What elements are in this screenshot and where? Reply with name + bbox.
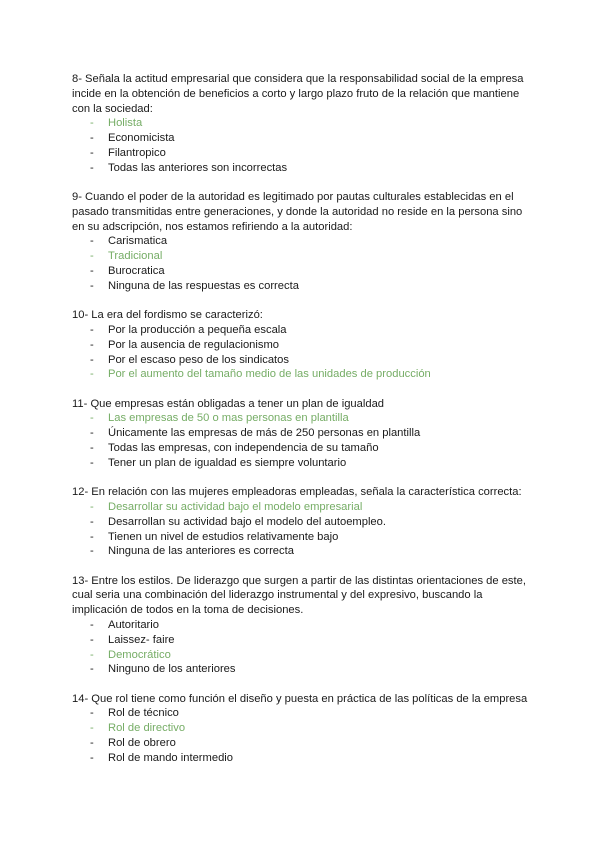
dash-bullet: - [90, 619, 94, 631]
answer-option-text: Tradicional [108, 250, 163, 263]
dash-bullet: - [90, 442, 94, 455]
answer-option [90, 706, 530, 721]
dash-bullet: - [90, 368, 94, 381]
question-stem: 12- En relación con las mujeres empleadoras empleadas, señala la característica correcta: [72, 486, 522, 499]
answer-option-text: Tener un plan de igualdad es siempre voluntario [108, 456, 347, 469]
answer-option-correct [90, 648, 530, 663]
answer-options [72, 323, 530, 382]
dash-bullet: - [90, 707, 94, 720]
question-block [72, 692, 530, 766]
dash-bullet: - [90, 663, 94, 676]
answer-option-text: Rol de mando intermedio [108, 751, 233, 764]
answer-option-correct [90, 411, 530, 426]
answer-option-text: Desarrollan su actividad bajo el modelo del autoempleo. [108, 515, 386, 528]
answer-option-text: Laissez- faire [108, 633, 175, 646]
answer-option [90, 441, 530, 456]
answer-option-text: Rol de técnico [108, 707, 179, 720]
answer-option [90, 338, 530, 353]
answer-option [90, 264, 530, 279]
answer-option-text: Ninguna de las anteriores es correcta [108, 545, 294, 558]
answer-option-text: Por el escaso peso de los sindicatos [108, 353, 289, 366]
dash-bullet: - [90, 530, 94, 543]
dash-bullet: - [90, 265, 94, 278]
dash-bullet: - [90, 146, 94, 159]
answer-option [90, 544, 530, 559]
dash-bullet: - [90, 722, 94, 735]
answer-options [72, 411, 530, 470]
answer-option-text: Ninguno de los anteriores [108, 663, 236, 676]
dash-bullet: - [90, 500, 94, 513]
answer-option-text: Filantropico [108, 146, 166, 159]
answer-option-correct [90, 721, 530, 736]
dash-bullet: - [90, 235, 94, 248]
question-stem: 9- Cuando el poder de la autoridad es legitimado por pautas culturales establecidas en el pasado transmitidas entre generaciones, y donde la autoridad no reside en la persona sino en su adscripción, nos estamos refiriendo a la autoridad: [72, 191, 523, 233]
answer-option-text: Democrático [108, 648, 171, 661]
answer-option [90, 618, 530, 633]
answer-option [90, 530, 530, 545]
answer-option [90, 146, 530, 161]
dash-bullet: - [90, 353, 94, 366]
answer-option [90, 736, 530, 751]
answer-options [72, 116, 530, 175]
question-block [72, 72, 530, 176]
question-block [72, 574, 530, 678]
answer-option-text: Burocratica [108, 265, 165, 278]
answer-option [90, 234, 530, 249]
dash-bullet: - [90, 323, 94, 336]
answer-options [72, 500, 530, 559]
answer-option [90, 323, 530, 338]
answer-option-text: Por el aumento del tamaño medio de las unidades de producción [108, 368, 431, 381]
answer-option-text: Rol de obrero [108, 737, 176, 750]
answer-option-text: Todas las anteriores son incorrectas [108, 161, 288, 174]
answer-options [72, 618, 530, 677]
answer-option-correct [90, 116, 530, 131]
question-stem: 8- Señala la actitud empresarial que considera que la responsabilidad social de la empresa incide en la obtención de beneficios a corto y largo plazo fruto de la relación que mantiene con la sociedad: [72, 73, 524, 115]
answer-options [72, 706, 530, 765]
question-stem: 14- Que rol tiene como función el diseño y puesta en práctica de las políticas de la empresa [72, 692, 528, 705]
dash-bullet: - [90, 648, 94, 661]
dash-bullet: - [90, 545, 94, 558]
answer-option-text: Por la ausencia de regulacionismo [108, 338, 280, 351]
answer-option-text: Tienen un nivel de estudios relativamente bajo [108, 530, 339, 543]
answer-option-text: Únicamente las empresas de más de 250 personas en plantilla [108, 427, 421, 440]
dash-bullet: - [90, 117, 94, 130]
answer-option [90, 279, 530, 294]
dash-bullet: - [90, 412, 94, 425]
dash-bullet: - [90, 250, 94, 263]
question-block [72, 397, 530, 471]
answer-option-correct [90, 249, 530, 264]
dash-bullet: - [90, 132, 94, 145]
answer-option-text: Desarrollar su actividad bajo el modelo empresarial [108, 500, 363, 513]
answer-option-text: Autoritario [108, 619, 159, 631]
answer-option [90, 633, 530, 648]
dash-bullet: - [90, 161, 94, 174]
answer-option [90, 353, 530, 368]
dash-bullet: - [90, 515, 94, 528]
answer-option [90, 161, 530, 176]
answer-option-correct [90, 367, 530, 382]
answer-option-text: Las empresas de 50 o mas personas en plantilla [108, 412, 349, 425]
answer-option [90, 426, 530, 441]
answer-option-text: Ninguna de las respuestas es correcta [108, 279, 299, 292]
question-stem: 10- La era del fordismo se caracterizó: [72, 309, 263, 322]
question-stem: 11- Que empresas están obligadas a tener un plan de igualdad [72, 397, 385, 410]
answer-option-text: Rol de directivo [108, 722, 186, 735]
answer-option [90, 751, 530, 766]
dash-bullet: - [90, 751, 94, 764]
dash-bullet: - [90, 338, 94, 351]
answer-option [90, 662, 530, 677]
answer-option-text: Economicista [108, 132, 175, 145]
answer-option [90, 456, 530, 471]
answer-option-text: Holista [108, 117, 143, 130]
answer-option-text: Carismatica [108, 235, 168, 248]
answer-option-correct [90, 500, 530, 515]
answer-options [72, 234, 530, 293]
answer-option-text: Por la producción a pequeña escala [108, 323, 287, 336]
dash-bullet: - [90, 427, 94, 440]
answer-option [90, 515, 530, 530]
question-block [72, 190, 530, 294]
answer-option [90, 131, 530, 146]
dash-bullet: - [90, 737, 94, 750]
dash-bullet: - [90, 279, 94, 292]
question-block [72, 485, 530, 559]
question-block [72, 308, 530, 382]
question-stem: 13- Entre los estilos. De liderazgo que surgen a partir de las distintas orientaciones de este, cual seria una combinación del liderazgo instrumental y del expresivo, buscando la implicación de todos en la toma de decisiones. [72, 574, 526, 617]
answer-option-text: Todas las empresas, con independencia de su tamaño [108, 442, 379, 455]
dash-bullet: - [90, 456, 94, 469]
dash-bullet: - [90, 633, 94, 646]
